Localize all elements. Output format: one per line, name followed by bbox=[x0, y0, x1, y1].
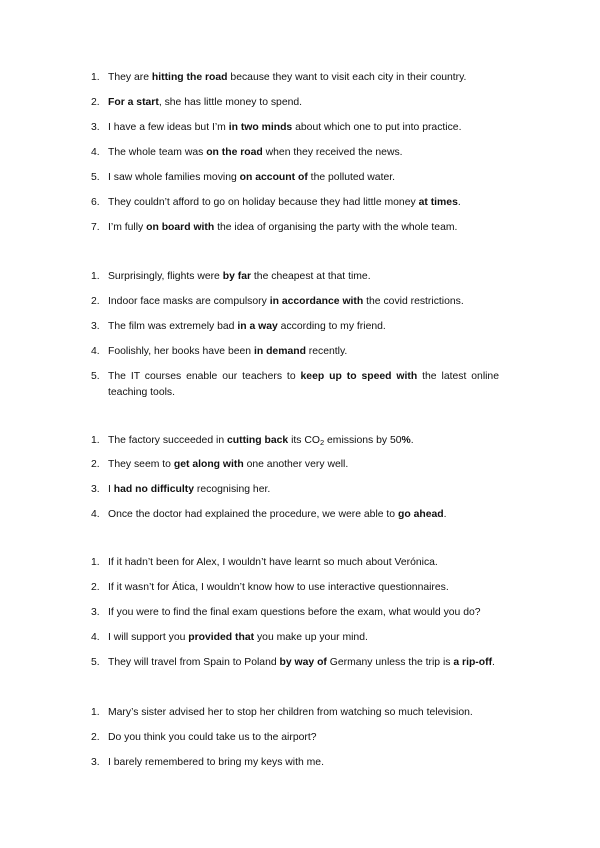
item-text: Indoor face masks are compulsory in accordance with the covid restrictions. bbox=[108, 296, 464, 307]
item-number: 1. bbox=[91, 72, 100, 83]
list-item bbox=[91, 580, 499, 596]
item-number: 1. bbox=[91, 557, 100, 568]
item-text: Foolishly, her books have been in demand recently. bbox=[108, 346, 348, 357]
item-text: They seem to get along with one another very well. bbox=[108, 459, 349, 470]
list-item bbox=[91, 369, 499, 400]
item-number: 2. bbox=[91, 459, 100, 470]
item-number: 3. bbox=[91, 607, 100, 618]
list-item bbox=[91, 705, 499, 721]
item-text: I had no difficulty recognising her. bbox=[108, 484, 271, 495]
list-item bbox=[91, 220, 499, 236]
item-number: 5. bbox=[91, 657, 100, 668]
list-item bbox=[91, 457, 499, 473]
item-text: The factory succeeded in cutting back its $CO_2$ emissions by 50%. bbox=[108, 435, 414, 447]
item-text: Do you think you could take us to the airport? bbox=[108, 732, 317, 743]
item-number: 4. bbox=[91, 632, 100, 643]
item-text: They couldn’t afford to go on holiday because they had little money at times. bbox=[108, 197, 461, 208]
item-number: 1. bbox=[91, 271, 100, 282]
item-number: 4. bbox=[91, 509, 100, 520]
item-text: The whole team was on the road when they received the news. bbox=[108, 147, 403, 158]
item-number: 4. bbox=[91, 147, 100, 158]
list-item bbox=[91, 482, 499, 498]
item-number: 5. bbox=[91, 172, 100, 183]
list-item bbox=[91, 555, 499, 571]
item-number: 2. bbox=[91, 582, 100, 593]
item-number: 2. bbox=[91, 732, 100, 743]
item-number: 2. bbox=[91, 296, 100, 307]
list-item bbox=[91, 319, 499, 335]
list-item bbox=[91, 655, 499, 671]
item-text: If you were to find the final exam questions before the exam, what would you do? bbox=[108, 607, 481, 618]
item-number: 7. bbox=[91, 222, 100, 233]
item-number: 3. bbox=[91, 484, 100, 495]
item-text: Surprisingly, flights were by far the cheapest at that time. bbox=[108, 271, 371, 282]
item-number: 1. bbox=[91, 707, 100, 718]
item-number: 3. bbox=[91, 122, 100, 133]
item-text: I’m fully on board with the idea of organising the party with the whole team. bbox=[108, 222, 458, 233]
list-item bbox=[91, 145, 499, 161]
list-item bbox=[91, 269, 499, 285]
list-item bbox=[91, 507, 499, 523]
list-item bbox=[91, 730, 499, 746]
item-text: Once the doctor had explained the procedure, we were able to go ahead. bbox=[108, 509, 447, 520]
list-item bbox=[91, 605, 499, 621]
item-text: They will travel from Spain to Poland by way of Germany unless the trip is a rip-off. bbox=[108, 657, 495, 668]
list-item bbox=[91, 95, 499, 111]
item-text: For a start, she has little money to spend. bbox=[108, 97, 303, 108]
list-item bbox=[91, 755, 499, 771]
item-text: If it wasn’t for Ática, I wouldn’t know how to use interactive questionnaires. bbox=[108, 582, 449, 593]
list-item bbox=[91, 433, 499, 449]
list-item bbox=[91, 70, 499, 86]
item-number: 1. bbox=[91, 435, 100, 446]
item-text: If it hadn’t been for Alex, I wouldn’t have learnt so much about Verónica. bbox=[108, 557, 438, 568]
item-text: I barely remembered to bring my keys with me. bbox=[108, 757, 324, 768]
list-item bbox=[91, 170, 499, 186]
item-number: 4. bbox=[91, 346, 100, 357]
item-text: I have a few ideas but I’m in two minds about which one to put into practice. bbox=[108, 122, 462, 133]
list-item bbox=[91, 120, 499, 136]
list-item bbox=[91, 344, 499, 360]
item-number: 6. bbox=[91, 197, 100, 208]
item-text: I will support you provided that you make up your mind. bbox=[108, 632, 368, 643]
item-text: I saw whole families moving on account of the polluted water. bbox=[108, 172, 396, 183]
list-item bbox=[91, 630, 499, 646]
item-text: The film was extremely bad in a way according to my friend. bbox=[108, 321, 386, 332]
list-item bbox=[91, 195, 499, 211]
item-number: 2. bbox=[91, 97, 100, 108]
item-text: Mary’s sister advised her to stop her children from watching so much television. bbox=[108, 707, 473, 718]
item-number: 3. bbox=[91, 757, 100, 768]
item-number: 5. bbox=[91, 371, 100, 382]
item-text: They are hitting the road because they want to visit each city in their country. bbox=[108, 72, 467, 83]
list-item bbox=[91, 294, 499, 310]
item-number: 3. bbox=[91, 321, 100, 332]
item-text: The IT courses enable our teachers to keep up to speed with the latest online teaching tools. bbox=[108, 371, 499, 398]
